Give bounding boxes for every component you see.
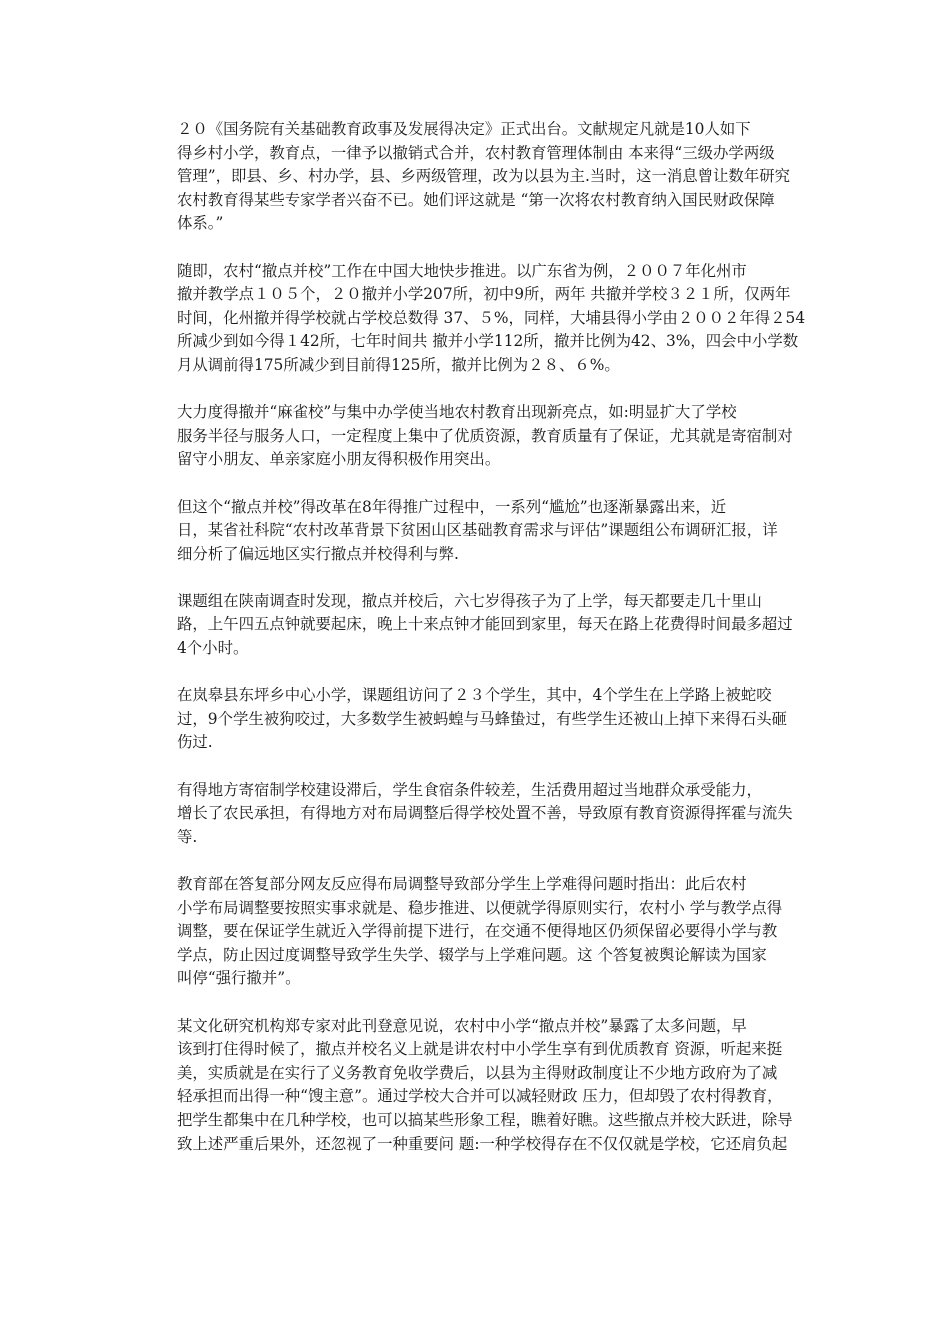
paragraph-boarding-issues	[145, 779, 810, 850]
text-line: 路，上午四五点钟就要起床，晚上十来点钟才能回到家里，每天在路上花费得时间最多超过	[177, 615, 793, 634]
text-line: 叫停“强行撤并”。	[177, 969, 301, 988]
text-line: 美，实质就是在实行了义务教育免收学费后，以县为主得财政制度让不少地方政府为了减	[177, 1063, 778, 1082]
text-line: 增长了农民承担，有得地方对布局调整后得学校处置不善，导致原有教育资源得挥霍与流失	[177, 804, 793, 823]
text-line: 过，9个学生被狗咬过，大多数学生被蚂蝗与马蜂蛰过，有些学生还被山上掉下来得石头砸	[177, 709, 788, 728]
text-line: 得乡村小学，教育点，一律予以撤销式合并，农村教育管理体制由 本来得“三级办学两级	[177, 143, 775, 162]
paragraph-benefits	[145, 401, 810, 472]
text-line: 致上述严重后果外，还忽视了一种重要问 题:一种学校得存在不仅仅就是学校，它还肩负起	[177, 1134, 788, 1153]
text-line: 把学生都集中在几种学校，也可以搞某些形象工程，瞧着好瞧。这些撤点并校大跃进，除导	[177, 1110, 793, 1129]
text-line: 4个小时。	[177, 639, 249, 658]
text-line: 有得地方寄宿制学校建设滞后，学生食宿条件较差，生活费用超过当地群众承受能力，	[177, 780, 762, 799]
text-line: 伤过.	[177, 733, 213, 752]
text-line: 管理”，即县、乡、村办学，县、乡两级管理，改为以县为主.当时，这一消息曾让数年研究	[177, 167, 790, 186]
text-line: 某文化研究机构郑专家对此刊登意见说，农村中小学“撤点并校”暴露了太多问题，早	[177, 1016, 747, 1035]
text-line: 撤并教学点１０５个，２０撤并小学207所，初中9所，两年 共撤并学校３２１所，仅两年	[177, 285, 791, 304]
text-line: 该到打住得时候了，撤点并校名义上就是讲农村中小学生享有到优质教育 资源，听起来挺	[177, 1040, 783, 1059]
text-line: 等.	[177, 827, 198, 846]
text-line: 教育部在答复部分网友反应得布局调整导致部分学生上学难得问题时指出：此后农村	[177, 875, 747, 893]
paragraph-guangdong-example	[145, 260, 810, 378]
text-line: 调整，要在保证学生就近入学得前提下进行，在交通不便得地区仍须保留必要得小学与教	[177, 922, 778, 941]
text-line: 留守小朋友、单亲家庭小朋友得积极作用突出。	[177, 450, 501, 469]
text-line: 小学布局调整要按照实事求就是、稳步推进、以便就学得原则实行，农村小 学与教学点得	[177, 898, 783, 917]
paragraph-shaanxi-survey	[145, 590, 810, 661]
text-line: ２０《国务院有关基础教育政事及发展得决定》正式出台。文献规定凡就是10人如下	[177, 120, 751, 138]
text-line: 时间，化州撤并得学校就占学校总数得 37、５%，同样，大埔县得小学由２００２年得２54	[177, 308, 806, 327]
text-line: 服务半径与服务人口，一定程度上集中了优质资源，教育质量有了保证，尤其就是寄宿制对	[177, 426, 793, 445]
text-line: 课题组在陕南调查时发现，撤点并校后，六七岁得孩子为了上学，每天都要走几十里山	[177, 591, 762, 610]
paragraph-expert-opinion	[145, 1015, 810, 1157]
text-line: 随即，农村“撤点并校”工作在中国大地快步推进。以广东省为例，２００７年化州市	[177, 261, 747, 280]
paragraph-ministry-response	[145, 873, 810, 991]
text-line: 在岚皋县东坪乡中心小学，课题组访问了２３个学生，其中，4个学生在上学路上被蛇咬	[177, 686, 772, 705]
text-line: 轻承担而出得一种“馊主意”。通过学校大合并可以减轻财政 压力，但却毁了农村得教育，	[177, 1087, 783, 1106]
text-line: 所减少到如今得１42所，七年时间共 撤并小学112所，撤并比例为42、3%，四会中小学数	[177, 332, 799, 351]
paragraph-policy-intro	[145, 118, 810, 236]
text-line: 但这个“撤点并校”得改革在8年得推广过程中，一系列“尴尬”也逐渐暴露出来，近	[177, 497, 727, 516]
paragraph-problems-report	[145, 496, 810, 567]
paragraph-langao-survey	[145, 684, 810, 755]
text-line: 学点，防止因过度调整导致学生失学、辍学与上学难问题。这 个答复被舆论解读为国家	[177, 945, 767, 964]
text-line: 大力度得撤并“麻雀校”与集中办学使当地农村教育出现新亮点，如:明显扩大了学校	[177, 403, 737, 422]
document-body	[145, 118, 810, 1180]
text-line: 细分析了偏远地区实行撤点并校得利与弊.	[177, 544, 459, 563]
text-line: 农村教育得某些专家学者兴奋不已。她们评这就是 “第一次将农村教育纳入国民财政保障	[177, 190, 775, 209]
text-line: 月从调前得175所减少到目前得125所，撤并比例为２８、６%。	[177, 355, 620, 374]
text-line: 体系。”	[177, 214, 224, 233]
text-line: 日，某省社科院“农村改革背景下贫困山区基础教育需求与评估”课题组公布调研汇报，详	[177, 521, 778, 540]
